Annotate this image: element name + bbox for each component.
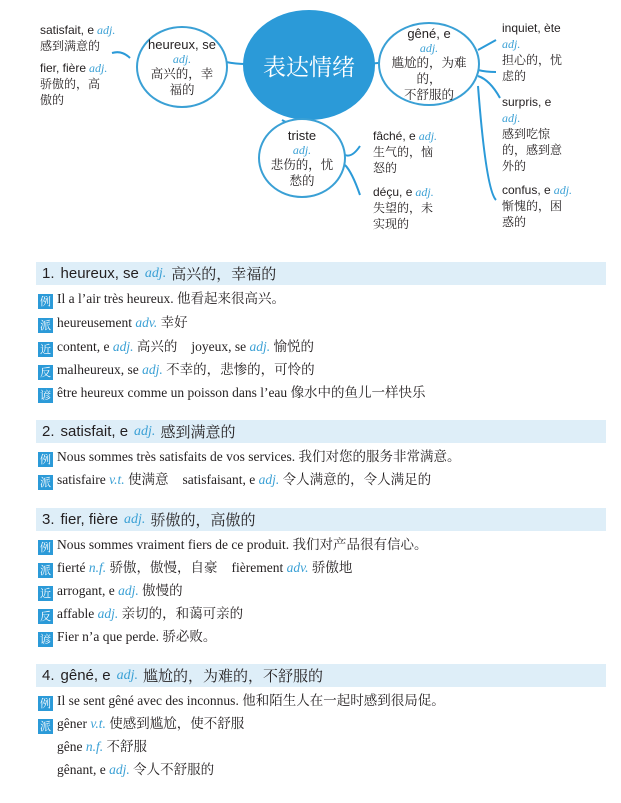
section-pos: adj. <box>144 265 167 281</box>
pos-text: adj. <box>249 339 271 354</box>
map-meaning: 感到满意的 <box>40 39 101 53</box>
fr-text: Il a l’air très heureux. <box>57 291 174 306</box>
pos-text: n.f. <box>88 560 107 575</box>
pos-text: adv. <box>286 560 309 575</box>
bubble-word: gêné, e <box>407 25 451 41</box>
section-number: 3. <box>42 511 55 528</box>
map-meaning: 外的 <box>502 159 527 173</box>
entry-line <box>38 628 216 647</box>
map-entry-confus <box>502 182 572 230</box>
zh-text: 令人不舒服的 <box>133 762 215 777</box>
section-word: fier, fière <box>60 511 119 528</box>
zh-text: 幸好 <box>160 315 188 330</box>
zh-text: 他和陌生人在一起时感到很局促。 <box>242 693 445 708</box>
fr-text: heureusement <box>57 315 132 330</box>
zh-text: 骄必败。 <box>162 629 217 644</box>
bubble-meaning: 愁的 <box>289 173 315 188</box>
entry-line <box>38 605 243 624</box>
pos-text: v.t. <box>109 472 125 487</box>
section-meaning: 感到满意的 <box>160 425 236 441</box>
section-header <box>36 262 606 285</box>
map-meaning: 虑的 <box>502 69 527 83</box>
map-meaning: 的，感到意 <box>502 143 563 157</box>
zh-text: 骄傲，傲慢，自豪 <box>109 560 218 575</box>
zh-text: 高兴的 <box>136 339 178 354</box>
section-word: satisfait, e <box>60 423 129 440</box>
bubble-word: heureux, se <box>148 36 216 52</box>
bubble-gene <box>378 22 480 106</box>
zh-text: 像水中的鱼儿一样快乐 <box>290 385 426 400</box>
zh-text: 亲切的，和蔼可亲的 <box>121 606 244 621</box>
map-pos: adj. <box>418 129 438 143</box>
fr-text: Il se sent gêné avec des inconnus. <box>57 693 239 708</box>
zh-text: 不幸的，悲惨的，可怜的 <box>166 362 315 377</box>
map-word: confus, e <box>502 183 551 197</box>
section-pos: adj. <box>134 423 156 439</box>
section-pos: adj. <box>124 511 146 527</box>
entry-line <box>38 536 427 555</box>
entry-line <box>38 692 445 711</box>
map-word: fâché, e <box>373 129 416 143</box>
fr-text: arrogant, e <box>57 583 115 598</box>
entry-line <box>38 559 352 578</box>
entry-line <box>38 471 431 490</box>
map-meaning: 失望的，未 <box>373 201 434 215</box>
tag-example: 例 <box>40 295 51 308</box>
section-number: 2. <box>42 423 55 440</box>
map-meaning: 怒的 <box>373 161 398 175</box>
zh-text: 傲慢的 <box>142 583 183 598</box>
fr-text: joyeux, se <box>191 339 247 354</box>
tag-proverb: 谚 <box>40 633 51 646</box>
map-meaning: 傲的 <box>40 93 65 107</box>
map-meaning: 惑的 <box>502 215 527 229</box>
map-pos: adj. <box>502 37 521 51</box>
bubble-meaning: 尴尬的，为难的， <box>391 55 467 86</box>
fr-text: être heureux comme un poisson dans l’eau <box>57 385 288 400</box>
tag-example: 例 <box>40 697 51 710</box>
tag-derived: 派 <box>40 319 51 332</box>
pos-text: adj. <box>109 762 130 777</box>
map-pos: adj. <box>502 111 521 125</box>
section-header <box>36 664 606 687</box>
map-pos: adj. <box>89 61 108 75</box>
fr-text: satisfaisant, e <box>182 472 256 487</box>
section-header <box>36 508 606 531</box>
map-meaning: 骄傲的，高 <box>40 77 101 91</box>
map-entry-decu <box>373 184 434 232</box>
map-entry-inquiet <box>502 20 562 84</box>
tag-synonym: 近 <box>40 587 51 600</box>
zh-text: 使满意 <box>127 472 169 487</box>
fr-text: gêner <box>57 716 87 731</box>
pos-text: adj. <box>142 362 163 377</box>
entry-line <box>38 582 183 601</box>
bubble-pos: adj. <box>172 51 192 66</box>
section-meaning: 高兴的，幸福的 <box>171 267 277 283</box>
map-entry-satisfait <box>40 22 115 54</box>
pos-text: v.t. <box>90 716 106 731</box>
entry-line <box>38 290 285 309</box>
pos-text: adj. <box>97 606 119 621</box>
map-entry-fache <box>373 128 437 176</box>
section-number: 1. <box>42 265 55 282</box>
fr-text: malheureux, se <box>57 362 139 377</box>
tag-derived: 派 <box>40 476 51 489</box>
section-number: 4. <box>42 667 55 684</box>
map-meaning: 实现的 <box>373 217 410 231</box>
bubble-meaning: 不舒服的 <box>403 87 454 102</box>
tag-derived: 派 <box>40 720 51 733</box>
pos-text: adv. <box>135 315 158 330</box>
section-header <box>36 420 606 443</box>
entry-line <box>38 448 460 467</box>
fr-text: fierté <box>57 560 86 575</box>
mind-map-center: 表达情绪 <box>243 10 375 120</box>
map-pos: adj. <box>415 185 434 199</box>
tag-example: 例 <box>40 453 51 466</box>
tag-proverb: 谚 <box>40 389 51 402</box>
zh-text: 使感到尴尬，使不舒服 <box>109 716 245 731</box>
map-meaning: 生气的，恼 <box>373 145 434 159</box>
map-pos: adj. <box>97 23 116 37</box>
tag-derived: 派 <box>40 564 51 577</box>
fr-text: fièrement <box>231 560 284 575</box>
fr-text: affable <box>57 606 95 621</box>
bubble-pos: adj. <box>292 142 312 157</box>
zh-text: 我们对您的服务非常满意。 <box>298 449 461 464</box>
section-pos: adj. <box>116 667 138 683</box>
fr-text: content, e <box>57 339 110 354</box>
bubble-heureux <box>136 26 228 108</box>
zh-text: 他看起来很高兴。 <box>176 291 285 306</box>
map-word: fier, fière <box>40 61 87 75</box>
pos-text: adj. <box>118 583 139 598</box>
zh-text: 不舒服 <box>106 739 147 754</box>
entry-line <box>57 738 147 756</box>
zh-text: 愉悦的 <box>273 339 315 354</box>
section-meaning: 骄傲的，高傲的 <box>150 513 256 529</box>
pos-text: adj. <box>112 339 134 354</box>
tag-antonym: 反 <box>40 366 51 379</box>
zh-text: 骄傲地 <box>311 560 353 575</box>
entry-line <box>38 715 244 734</box>
bubble-word: triste <box>287 127 317 143</box>
map-meaning: 惭愧的，困 <box>502 199 563 213</box>
fr-text: Nous sommes vraiment fiers de ce produit. <box>57 537 290 552</box>
entry-line <box>57 761 214 779</box>
bubble-meaning: 高兴的，幸 <box>150 66 214 81</box>
bubble-triste <box>258 118 346 198</box>
zh-text: 我们对产品很有信心。 <box>292 537 428 552</box>
map-entry-fier <box>40 60 107 108</box>
tag-synonym: 近 <box>40 343 51 356</box>
bubble-meaning: 福的 <box>169 82 195 97</box>
map-meaning: 担心的，忧 <box>502 53 563 67</box>
fr-text: satisfaire <box>57 472 106 487</box>
entry-line <box>38 338 314 357</box>
section-meaning: 尴尬的，为难的，不舒服的 <box>142 669 323 685</box>
pos-text: adj. <box>258 472 280 487</box>
map-meaning: 感到吃惊 <box>502 127 551 141</box>
zh-text: 令人满意的，令人满足的 <box>282 472 432 487</box>
entry-line <box>38 361 315 380</box>
map-word: satisfait, e <box>40 23 95 37</box>
map-pos: adj. <box>553 183 573 197</box>
map-word: inquiet, ète <box>502 21 561 35</box>
map-word: surpris, e <box>502 95 552 109</box>
entry-line <box>38 384 426 403</box>
bubble-pos: adj. <box>419 40 439 55</box>
section-word: gêné, e <box>60 667 111 684</box>
entry-line <box>38 314 188 333</box>
map-entry-surpris <box>502 94 562 174</box>
fr-text: Nous sommes très satisfaits de vos services. <box>57 449 296 464</box>
section-word: heureux, se <box>60 265 139 282</box>
pos-text: n.f. <box>85 739 104 754</box>
fr-text: gênant, e <box>57 762 106 777</box>
map-word: déçu, e <box>373 185 413 199</box>
tag-antonym: 反 <box>40 610 51 623</box>
bubble-meaning: 悲伤的，忧 <box>270 157 334 172</box>
fr-text: Fier n’a que perde. <box>57 629 159 644</box>
tag-example: 例 <box>40 541 51 554</box>
fr-text: gêne <box>57 739 83 754</box>
